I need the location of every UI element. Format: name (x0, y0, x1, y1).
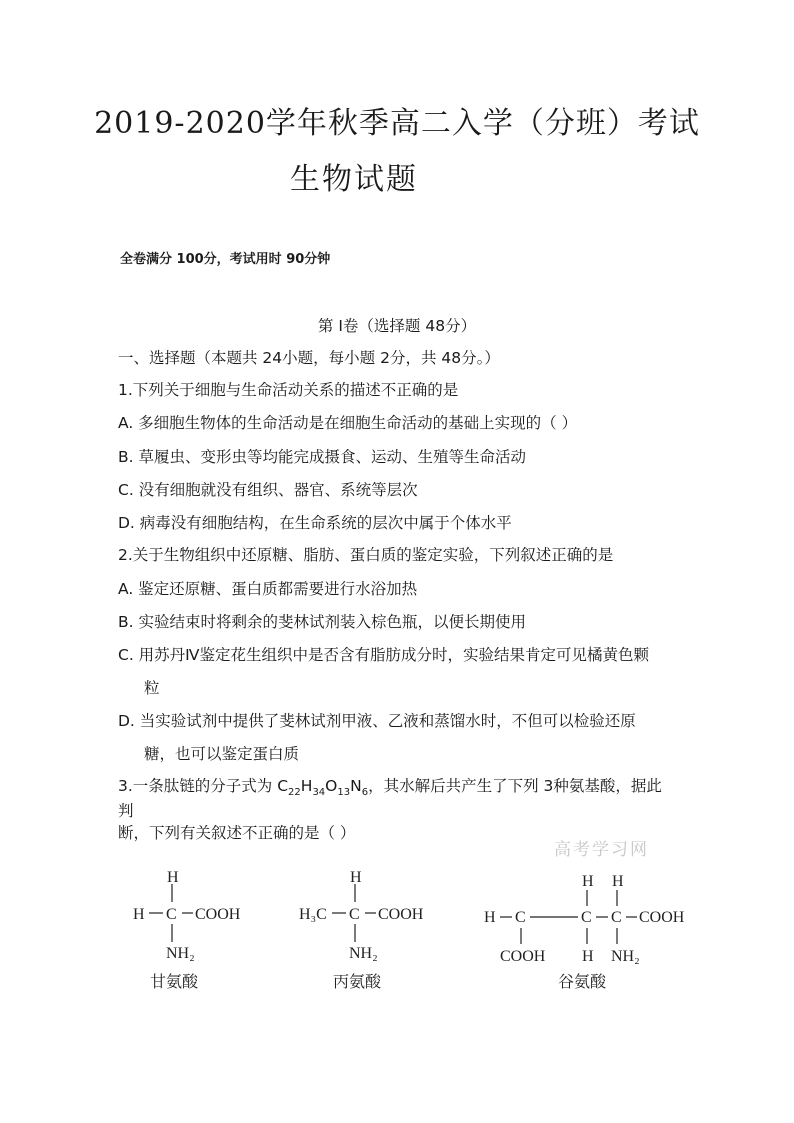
section-instructions: 一、选择题（本题共 24小题，每小题 2分，共 48分。） (118, 349, 500, 367)
glycine-h-left: H (133, 906, 145, 923)
q2-stem: 2.关于生物组织中还原糖、脂肪、蛋白质的鉴定实验，下列叙述正确的是 (118, 546, 614, 564)
watermark: 高考学习网 (554, 840, 649, 860)
glutamate-nh2: NH₂ (611, 948, 640, 965)
q3-stem-continued: 断，下列有关叙述不正确的是（ ） (118, 824, 356, 842)
glycine-c: C (166, 906, 177, 923)
glutamate-c2: C (581, 909, 592, 926)
q1-option-d: D. 病毒没有细胞结构，在生命系统的层次中属于个体水平 (118, 514, 512, 532)
q1-option-b: B. 草履虫、变形虫等均能完成摄食、运动、生殖等生命活动 (118, 448, 526, 466)
q2-option-d: D. 当实验试剂中提供了斐林试剂甲液、乙液和蒸馏水时，不但可以检验还原 (118, 712, 636, 730)
glutamate-h-bottom: H (582, 948, 594, 965)
q3-stem-wrap: 判 (118, 802, 134, 820)
section-title: 第 I卷（选择题 48分） (317, 317, 477, 335)
glycine-h-top: H (167, 869, 179, 886)
q2-option-b: B. 实验结束时将剩余的斐林试剂装入棕色瓶，以便长期使用 (118, 613, 526, 631)
q1-stem: 1.下列关于细胞与生命活动关系的描述不正确的是 (118, 381, 459, 399)
peptide-formula: $C_{22}H_{34}O_{13}N_6$ (277, 777, 369, 799)
glutamate-h-top1: H (582, 873, 594, 890)
glutamate-h-left: H (484, 909, 496, 926)
glutamate-c1: C (515, 909, 526, 926)
q2-option-d-continued: 糖，也可以鉴定蛋白质 (144, 745, 300, 763)
alanine-cooh: COOH (378, 906, 424, 923)
alanine-nh2: NH₂ (349, 945, 378, 962)
q3-stem (118, 774, 662, 798)
glutamate-h-top2: H (612, 873, 624, 890)
q1-option-c: C. 没有细胞就没有组织、器官、系统等层次 (118, 481, 418, 499)
alanine-name: 丙氨酸 (333, 974, 382, 991)
q2-option-a: A. 鉴定还原糖、蛋白质都需要进行水浴加热 (118, 580, 418, 598)
amino-acid-structures (0, 860, 794, 1060)
alanine-ch3: H₃C (299, 906, 327, 923)
alanine-h-top: H (350, 869, 362, 886)
q3-stem-pre: 3.一条肽链的分子式为 (118, 777, 278, 795)
exam-note: 全卷满分 100分，考试用时 90分钟 (120, 252, 331, 267)
glycine-cooh: COOH (195, 906, 241, 923)
glutamate-cooh-right: COOH (639, 909, 685, 926)
glutamate-name: 谷氨酸 (558, 974, 607, 991)
exam-title: 2019-2020学年秋季高二入学（分班）考试 (94, 106, 700, 141)
q3-stem-post: ，其水解后共产生了下列 3种氨基酸，据此 (368, 777, 662, 795)
glutamate-c3: C (611, 909, 622, 926)
q2-option-c-continued: 粒 (144, 679, 160, 697)
glycine-name: 甘氨酸 (150, 974, 199, 991)
glutamate-cooh-bottom: COOH (500, 948, 546, 965)
q2-option-c: C. 用苏丹Ⅳ鉴定花生组织中是否含有脂肪成分时，实验结果肯定可见橘黄色颗 (118, 646, 649, 664)
subject-title: 生物试题 (290, 162, 418, 197)
alanine-c: C (349, 906, 360, 923)
q1-option-a: A. 多细胞生物体的生命活动是在细胞生命活动的基础上实现的（ ） (118, 414, 578, 432)
glycine-nh2: NH₂ (166, 945, 195, 962)
